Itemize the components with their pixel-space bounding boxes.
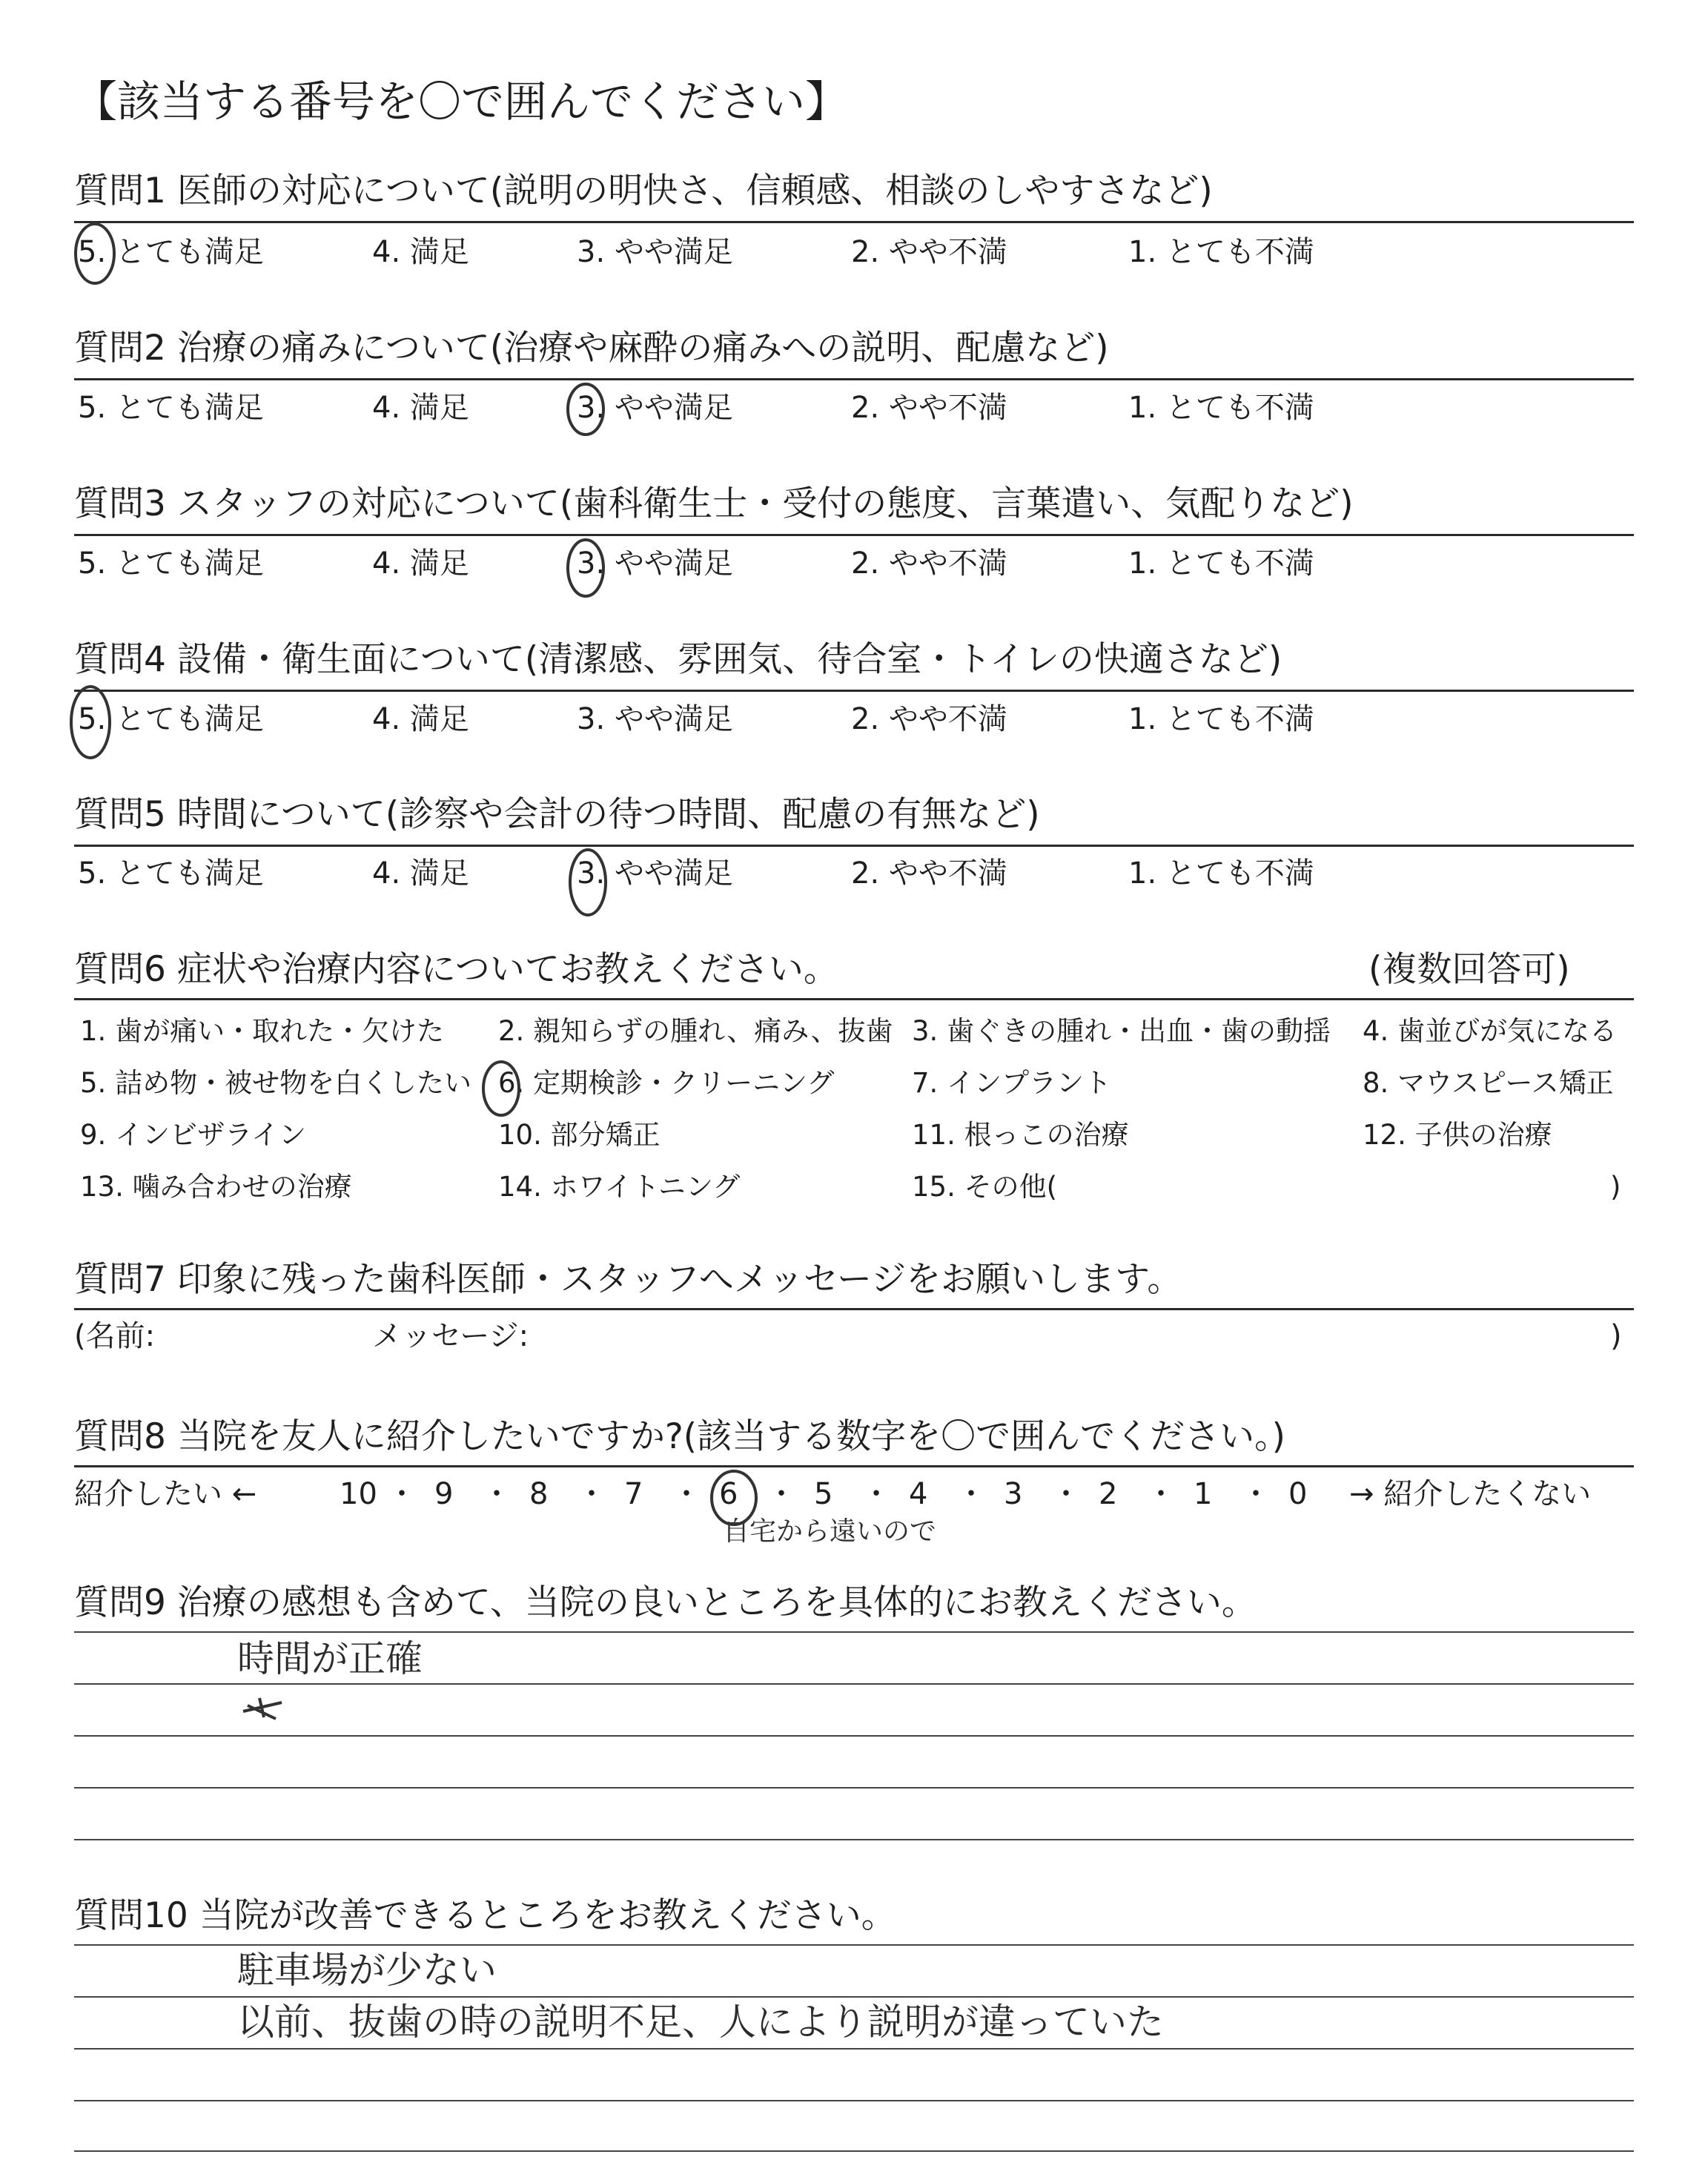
q6-item-13[interactable]: 13. 噛み合わせの治療 (80, 1171, 352, 1203)
q7-message-label: メッセージ: (372, 1319, 529, 1353)
q3-option-1[interactable]: 1. とても不満 (1128, 546, 1314, 581)
q8-scale-separator: ・ (1146, 1477, 1176, 1511)
question-6-note: (複数回答可) (1368, 949, 1570, 990)
q8-scale-value-1[interactable]: 1 (1194, 1477, 1213, 1511)
q8-scale-value-2[interactable]: 2 (1099, 1477, 1118, 1511)
divider (74, 1465, 1634, 1467)
q6-item-9[interactable]: 9. インビザライン (80, 1119, 306, 1151)
q2-option-5[interactable]: 5. とても満足 (78, 391, 264, 425)
q7-name-label: (名前: (74, 1319, 156, 1353)
q6-item-6[interactable]: 6. 定期検診・クリーニング (498, 1067, 835, 1099)
q6-item-5[interactable]: 5. 詰め物・被せ物を白くしたい (80, 1067, 472, 1099)
q10-handwritten-line-1: 駐車場が少ない (237, 1949, 497, 1992)
q1-option-4[interactable]: 4. 満足 (372, 235, 469, 269)
divider (74, 534, 1634, 536)
writing-line (74, 1787, 1634, 1789)
writing-line (74, 1944, 1634, 1946)
q6-item-7[interactable]: 7. インプラント (912, 1067, 1112, 1099)
q8-scale-value-4[interactable]: 4 (909, 1477, 928, 1511)
q6-item-4[interactable]: 4. 歯並びが気になる (1363, 1015, 1618, 1047)
q6-other-close-paren: ) (1610, 1171, 1621, 1203)
question-4-label: 質問4 設備・衛生面について(清潔感、雰囲気、待合室・トイレの快適さなど) (74, 639, 1282, 680)
q6-item-3[interactable]: 3. 歯ぐきの腫れ・出血・歯の動揺 (912, 1015, 1331, 1047)
question-1-label: 質問1 医師の対応について(説明の明快さ、信頼感、相談のしやすさなど) (74, 171, 1213, 211)
question-10-label: 質問10 当院が改善できるところをお教えください。 (74, 1895, 896, 1936)
question-8-label: 質問8 当院を友人に紹介したいですか?(該当する数字を〇で囲んでください。) (74, 1416, 1285, 1457)
q5-option-1[interactable]: 1. とても不満 (1128, 856, 1314, 891)
q6-item-14[interactable]: 14. ホワイトニング (498, 1171, 741, 1203)
q6-item-10[interactable]: 10. 部分矯正 (498, 1119, 661, 1151)
writing-line (74, 2100, 1634, 2101)
q8-scale-value-8[interactable]: 8 (529, 1477, 549, 1511)
q4-option-3[interactable]: 3. やや満足 (577, 702, 733, 736)
writing-line (74, 2048, 1634, 2050)
q6-item-15[interactable]: 15. その他( (912, 1171, 1058, 1203)
divider (74, 690, 1634, 692)
writing-line (74, 1839, 1634, 1840)
writing-line (74, 1631, 1634, 1633)
q8-handwritten-note: 自宅から遠いので (723, 1516, 937, 1547)
divider (74, 845, 1634, 847)
q6-item-12[interactable]: 12. 子供の治療 (1363, 1119, 1552, 1151)
q8-scale-separator: ・ (577, 1477, 606, 1511)
divider (74, 1308, 1634, 1310)
question-2-label: 質問2 治療の痛みについて(治療や麻酔の痛みへの説明、配慮など) (74, 328, 1109, 369)
q6-item-2[interactable]: 2. 親知らずの腫れ、痛み、抜歯 (498, 1015, 893, 1047)
q2-option-4[interactable]: 4. 満足 (372, 391, 469, 425)
writing-line (74, 1683, 1634, 1685)
q8-scale-separator: ・ (387, 1477, 417, 1511)
writing-line (74, 1996, 1634, 1998)
q5-option-3[interactable]: 3. やや満足 (577, 856, 733, 891)
divider (74, 221, 1634, 223)
q6-item-11[interactable]: 11. 根っこの治療 (912, 1119, 1129, 1151)
q4-option-4[interactable]: 4. 満足 (372, 702, 469, 736)
question-6-label: 質問6 症状や治療内容についてお教えください。 (74, 949, 838, 990)
q2-option-3[interactable]: 3. やや満足 (577, 391, 733, 425)
divider (74, 378, 1634, 380)
q8-scale-separator: ・ (482, 1477, 512, 1511)
writing-line (74, 1735, 1634, 1737)
divider (74, 998, 1634, 1000)
q2-option-1[interactable]: 1. とても不満 (1128, 391, 1314, 425)
q8-scale-separator: ・ (672, 1477, 701, 1511)
q2-option-2[interactable]: 2. やや不満 (851, 391, 1007, 425)
q1-option-1[interactable]: 1. とても不満 (1128, 235, 1314, 269)
q5-option-4[interactable]: 4. 満足 (372, 856, 469, 891)
q4-option-1[interactable]: 1. とても不満 (1128, 702, 1314, 736)
q8-scale-separator: ・ (1241, 1477, 1271, 1511)
q8-scale-value-0[interactable]: 0 (1288, 1477, 1308, 1511)
q1-option-5[interactable]: 5. とても満足 (78, 235, 264, 269)
question-5-label: 質問5 時間について(診察や会計の待つ時間、配慮の有無など) (74, 794, 1040, 835)
q4-option-5[interactable]: 5. とても満足 (78, 702, 264, 736)
q3-option-2[interactable]: 2. やや不満 (851, 546, 1007, 581)
q10-handwritten-line-2: 以前、抜歯の時の説明不足、人により説明が違っていた (237, 2001, 1164, 2044)
question-7-label: 質問7 印象に残った歯科医師・スタッフへメッセージをお願いします。 (74, 1259, 1182, 1300)
q3-option-4[interactable]: 4. 満足 (372, 546, 469, 581)
q4-option-2[interactable]: 2. やや不満 (851, 702, 1007, 736)
q8-right-label: → 紹介したくない (1349, 1477, 1592, 1511)
q8-scale-value-9[interactable]: 9 (434, 1477, 454, 1511)
q8-scale-separator: ・ (861, 1477, 891, 1511)
question-9-label: 質問9 治療の感想も含めて、当院の良いところを具体的にお教えください。 (74, 1582, 1257, 1623)
q5-option-2[interactable]: 2. やや不満 (851, 856, 1007, 891)
q1-option-3[interactable]: 3. やや満足 (577, 235, 733, 269)
q7-close-paren: ) (1610, 1319, 1622, 1353)
q8-scale-value-7[interactable]: 7 (624, 1477, 643, 1511)
q6-item-8[interactable]: 8. マウスピース矯正 (1363, 1067, 1614, 1099)
q8-scale-value-3[interactable]: 3 (1004, 1477, 1023, 1511)
q8-scale-separator: ・ (956, 1477, 986, 1511)
q8-scale-value-5[interactable]: 5 (814, 1477, 833, 1511)
q3-option-5[interactable]: 5. とても満足 (78, 546, 264, 581)
q6-item-1[interactable]: 1. 歯が痛い・取れた・欠けた (80, 1015, 445, 1047)
q8-scale-separator: ・ (1051, 1477, 1081, 1511)
q5-option-5[interactable]: 5. とても満足 (78, 856, 264, 891)
q8-scale-separator: ・ (767, 1477, 796, 1511)
writing-line (74, 2150, 1634, 2152)
q9-scribble (243, 1698, 282, 1719)
q8-scale-value-6[interactable]: 6 (719, 1477, 738, 1511)
page-title: 【該当する番号を〇で囲んでください】 (74, 76, 849, 127)
q1-option-2[interactable]: 2. やや不満 (851, 235, 1007, 269)
q9-handwritten-answer: 時間が正確 (237, 1637, 423, 1680)
q8-scale-value-10[interactable]: 10 (340, 1477, 377, 1511)
question-3-label: 質問3 スタッフの対応について(歯科衛生士・受付の態度、言葉遣い、気配りなど) (74, 483, 1354, 524)
q3-option-3[interactable]: 3. やや満足 (577, 546, 733, 581)
q8-left-label: 紹介したい ← (74, 1477, 257, 1511)
